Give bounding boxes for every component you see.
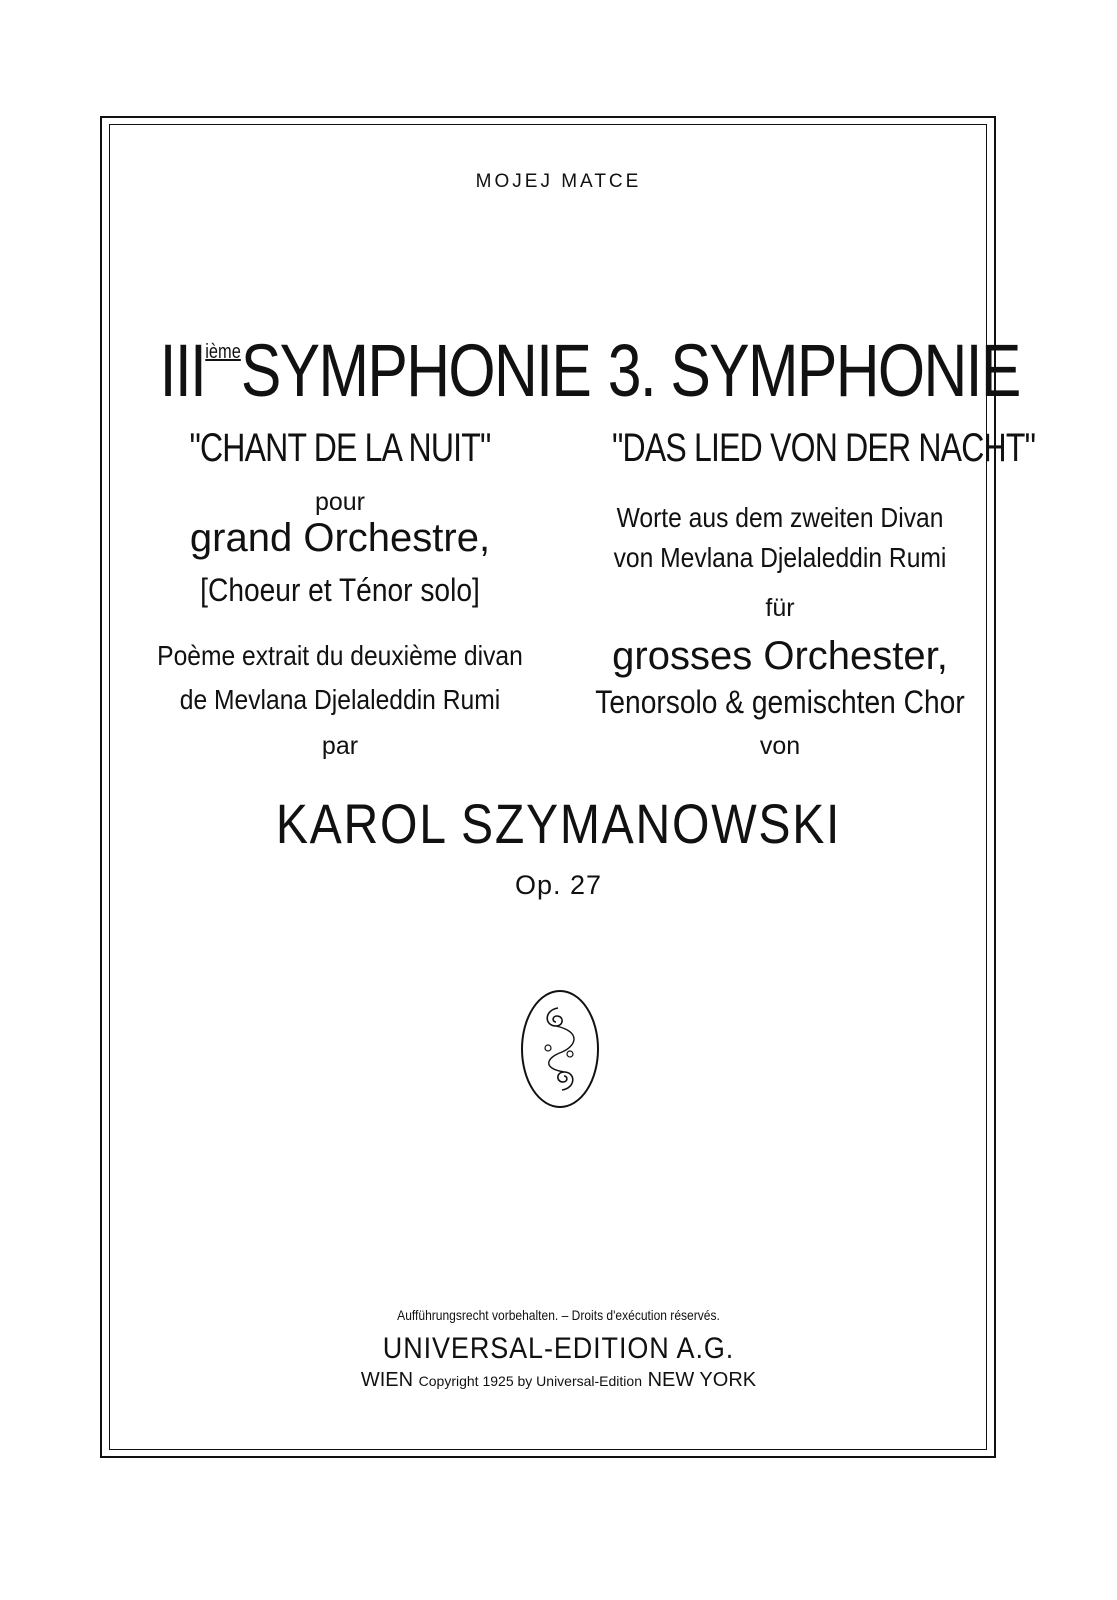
french-title-word: SYMPHONIE (240, 329, 591, 412)
french-pour: pour (314, 488, 366, 516)
french-poem-line1: Poème extrait du deuxième divan (157, 640, 523, 671)
german-von: von (759, 732, 801, 760)
german-words-line1: Worte aus dem zweiten Divan (616, 502, 944, 533)
publisher-imprint (0, 1370, 1117, 1390)
german-fur: für (765, 594, 795, 622)
french-subtitle: "CHANT DE LA NUIT" (189, 426, 491, 470)
german-orchestra: grosses Orchester, (612, 634, 948, 678)
french-voices: [Choeur et Ténor solo] (200, 572, 480, 608)
german-words-line2: von Mevlana Djelaleddin Rumi (613, 542, 947, 573)
french-orchestra: grand Orchestre, (189, 516, 491, 560)
opus-number: Op. 27 (514, 870, 603, 900)
publisher-name: UNIVERSAL-EDITION A.G. (382, 1332, 735, 1365)
city-new-york: NEW YORK (647, 1369, 757, 1391)
dedication: MOJEJ MATCE (475, 171, 642, 192)
french-par: par (321, 732, 359, 760)
inner-frame (109, 124, 1036, 1450)
french-poem-line2: de Mevlana Djelaleddin Rumi (179, 684, 501, 715)
german-subtitle: "DAS LIED VON DER NACHT" (612, 426, 1036, 470)
french-title (159, 329, 591, 412)
universal-edition-emblem-icon (518, 986, 602, 1112)
composer-name: KAROL SZYMANOWSKI (275, 792, 842, 855)
copyright-text: Copyright 1925 by Universal-Edition (418, 1373, 642, 1389)
french-title-sup: ième (205, 341, 241, 363)
french-title-roman: III (159, 329, 206, 412)
german-title: 3. SYMPHONIE (607, 329, 1020, 412)
city-wien: WIEN (360, 1369, 414, 1391)
performance-rights: Aufführungsrecht vorbehalten. – Droits d'exécution réservés. (397, 1307, 720, 1323)
german-voices: Tenorsolo & gemischten Chor (595, 684, 965, 720)
